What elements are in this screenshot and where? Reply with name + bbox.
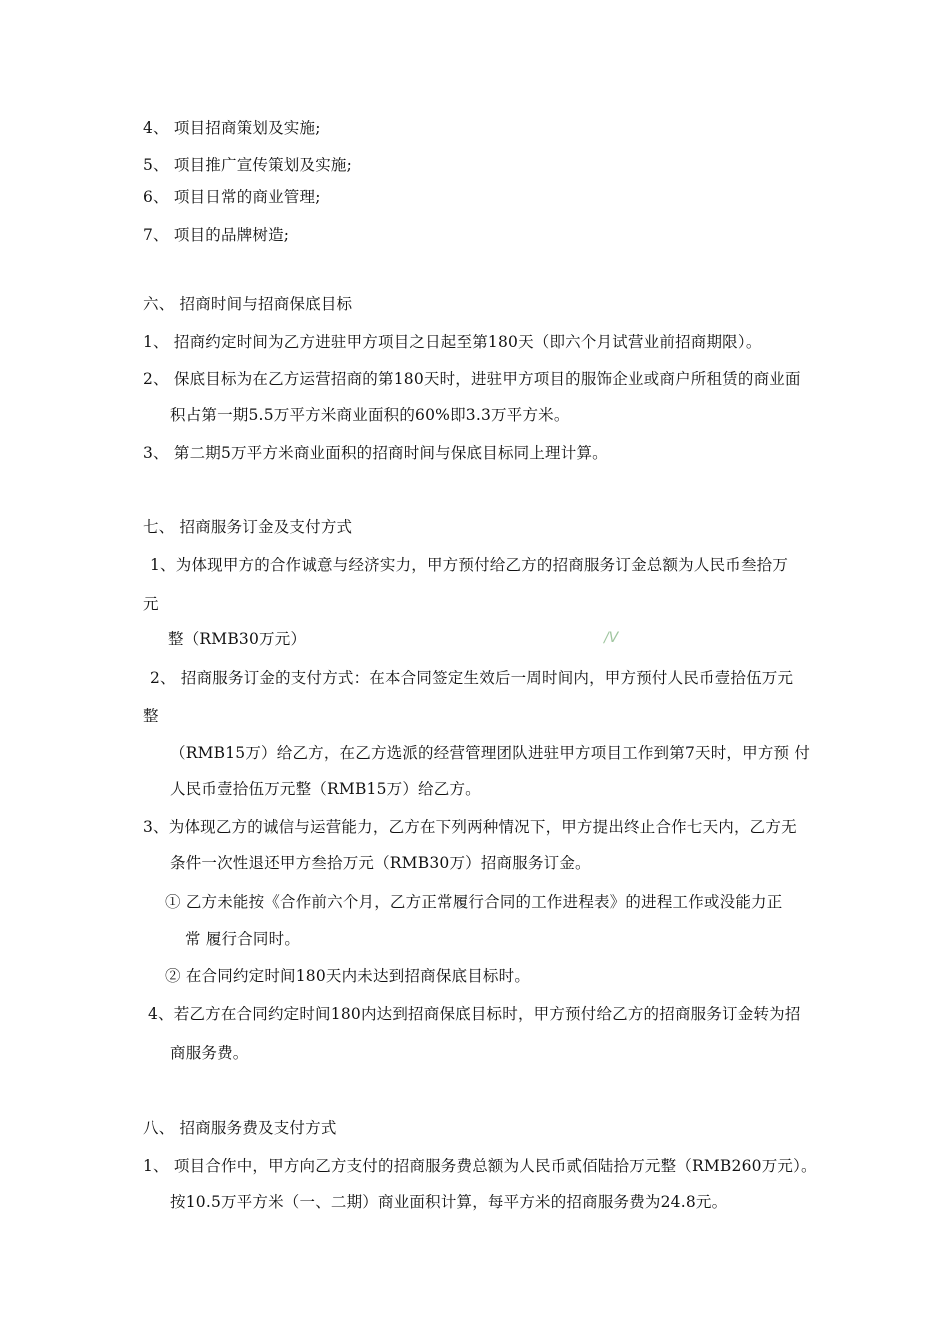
paragraph: 1、为体现甲方的合作诚意与经济实力，甲方预付给乙方的招商服务订金总额为人民币叁拾万 — [150, 556, 789, 574]
condition-item-continuation: 常 履行合同时。 — [185, 930, 301, 948]
paragraph: 1、 项目合作中，甲方向乙方支付的招商服务费总额为人民币贰佰陆拾万元整（RMB260万元）。 — [143, 1157, 817, 1175]
paragraph: 4、若乙方在合同约定时间180内达到招商保底目标时，甲方预付给乙方的招商服务订金转为招 — [148, 1005, 801, 1023]
section-heading: 六、 招商时间与招商保底目标 — [143, 295, 353, 313]
paragraph-continuation: 整（RMB30万元） — [168, 630, 307, 648]
paragraph-continuation: 商服务费。 — [170, 1044, 249, 1062]
section-heading: 八、 招商服务费及支付方式 — [143, 1119, 337, 1137]
list-item: 7、 项目的品牌树造; — [143, 226, 290, 244]
paragraph: 2、 招商服务订金的支付方式：在本合同签定生效后一周时间内，甲方预付人民币壹拾伍万元 — [150, 669, 794, 687]
list-item: 6、 项目日常的商业管理; — [143, 188, 321, 206]
paragraph-continuation: 按10.5万平方米（一、二期）商业面积计算，每平方米的招商服务费为24.8元。 — [170, 1193, 728, 1211]
condition-item: ① 乙方未能按《合作前六个月，乙方正常履行合同的工作进程表》的进程工作或没能力正 — [165, 893, 783, 911]
watermark-mark: /V — [604, 630, 619, 646]
condition-item: ② 在合同约定时间180天内未达到招商保底目标时。 — [165, 967, 531, 985]
paragraph: 3、为体现乙方的诚信与运营能力，乙方在下列两种情况下，甲方提出终止合作七天内，乙方无 — [143, 818, 797, 836]
paragraph: 3、 第二期5万平方米商业面积的招商时间与保底目标同上理计算。 — [143, 444, 608, 462]
paragraph-continuation: 元 — [143, 595, 159, 613]
paragraph-continuation: 整 — [143, 707, 159, 725]
paragraph-continuation: 积占第一期5.5万平方米商业面积的60%即3.3万平方米。 — [170, 406, 570, 424]
paragraph: 2、 保底目标为在乙方运营招商的第180天时，进驻甲方项目的服饰企业或商户所租赁的商业面 — [143, 370, 801, 388]
paragraph-continuation: （RMB15万）给乙方，在乙方选派的经营管理团队进驻甲方项目工作到第7天时，甲方预 付 — [170, 744, 811, 762]
paragraph-continuation: 人民币壹拾伍万元整（RMB15万）给乙方。 — [170, 780, 481, 798]
list-item: 5、 项目推广宣传策划及实施; — [143, 156, 353, 174]
section-heading: 七、 招商服务订金及支付方式 — [143, 518, 353, 536]
list-item: 4、 项目招商策划及实施; — [143, 119, 321, 137]
paragraph: 1、 招商约定时间为乙方进驻甲方项目之日起至第180天（即六个月试营业前招商期限）。 — [143, 333, 762, 351]
paragraph-continuation: 条件一次性退还甲方叁拾万元（RMB30万）招商服务订金。 — [170, 854, 591, 872]
